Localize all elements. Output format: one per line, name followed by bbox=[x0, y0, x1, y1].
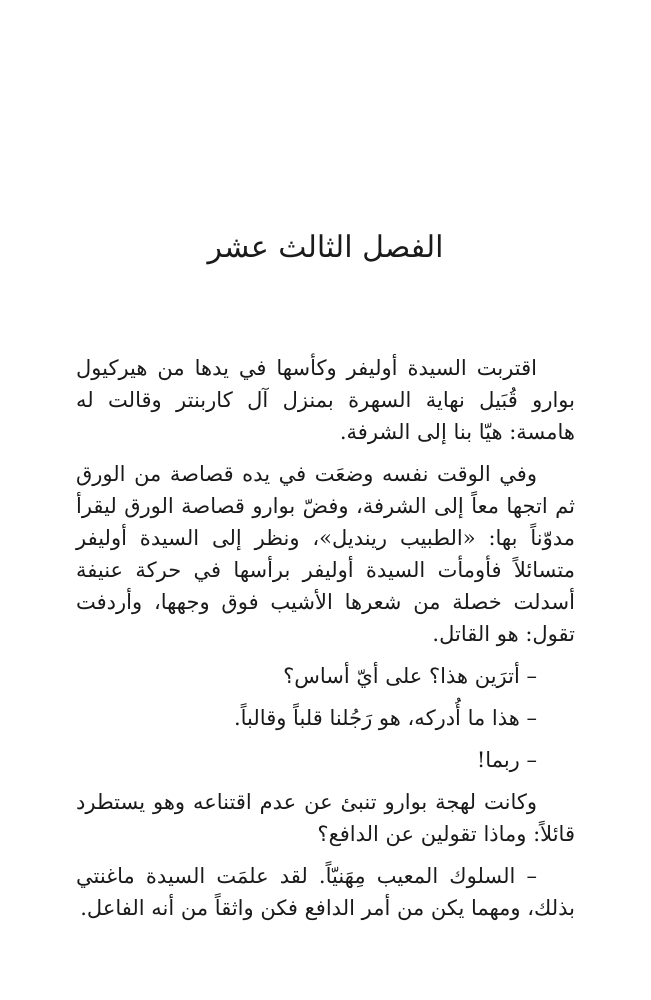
paragraph-3: وكانت لهجة بوارو تنبئ عن عدم اقتناعه وهو يستطرد قائلاً: وماذا تقولين عن الدافع؟ bbox=[76, 790, 575, 846]
paragraph-1: اقتربت السيدة أوليفر وكأسها في يدها من هيركيول بوارو قُبَيل نهاية السهرة بمنزل آل كاربنتر وقالت له هامسة: هيّا بنا إلى الشرفة. bbox=[76, 356, 575, 444]
chapter-title: الفصل الثالث عشر bbox=[207, 230, 444, 265]
dialog-line-2: – هذا ما أُدركه، هو رَجُلنا قلباً وقالباً. bbox=[233, 706, 537, 730]
chapter-body bbox=[76, 352, 575, 934]
dialog-line-1: – أترَين هذا؟ على أيّ أساس؟ bbox=[283, 664, 537, 688]
dialog-line-4: – السلوك المعيب مِهَنيّاً. لقد علمَت السيدة ماغنتي بذلك، ومهما يكن من أمر الدافع فكن واثقاً من أنه الفاعل. bbox=[76, 864, 575, 920]
paragraph-2: وفي الوقت نفسه وضعَت في يده قصاصة من الورق ثم اتجها معاً إلى الشرفة، وفضّ بوارو قصاصة الورق ليقرأ مدوّناً بها: «الطبيب رينديل»، ونظر إلى السيدة أوليفر متسائلاً فأومأت السيدة أوليفر برأسها في حركة عنيفة أسدلت خصلة من شعرها الأشيب فوق وجهها، وأردفت تقول: هو القاتل. bbox=[76, 462, 575, 646]
dialog-line-3: – ربما! bbox=[476, 748, 537, 772]
